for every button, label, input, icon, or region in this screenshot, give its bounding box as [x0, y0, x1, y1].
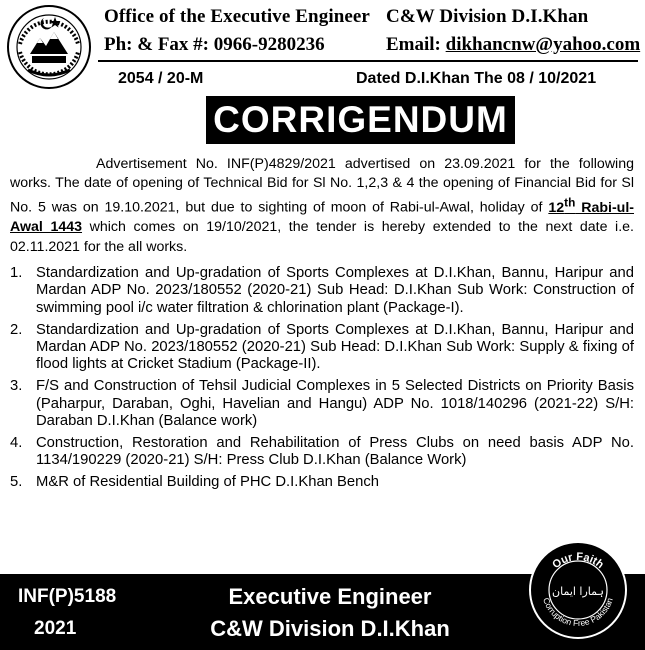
- works-list: [10, 265, 634, 496]
- office-name: Office of the Executive Engineer: [104, 6, 370, 27]
- inf-number: INF(P)5188: [18, 586, 117, 607]
- notice-date: Dated D.I.Khan The 08 / 10/2021: [356, 70, 597, 87]
- item-number: 3.: [10, 378, 23, 395]
- list-item: [10, 435, 634, 470]
- email-line: [386, 34, 640, 56]
- government-emblem-icon: [6, 4, 92, 90]
- item-number: 2.: [10, 321, 23, 338]
- reference-number: 2054 / 20-M: [118, 70, 204, 87]
- list-item: [10, 474, 634, 491]
- notice-body: [10, 155, 634, 257]
- email-label: Email:: [386, 34, 441, 55]
- phone-fax: Ph: & Fax #: 0966-9280236: [104, 34, 325, 55]
- header-divider: [98, 60, 638, 62]
- seal-urdu-text: ہمارا ایمان: [552, 585, 604, 598]
- item-text: Standardization and Up-gradation of Sports Complexes at D.I.Khan, Bannu, Haripur and Mardan ADP No. 2023/180552 (2020-21) Sub Head: D.I.Khan Sub Work: Supply & fixing of flood lights at Cricket Stadium (Package-II).: [36, 321, 634, 373]
- page-title: CORRIGENDUM: [206, 96, 515, 144]
- division-name: C&W Division D.I.Khan: [386, 6, 589, 27]
- item-number: 5.: [10, 474, 23, 491]
- our-faith-seal-icon: [528, 540, 628, 640]
- contact-line: [104, 34, 641, 56]
- item-text: Standardization and Up-gradation of Sports Complexes at D.I.Khan, Bannu, Haripur and Mardan ADP No. 2023/180552 (2020-21) Sub Head: D.I.Khan Sub Work: Construction of swimming pool i/c water filtration & chlorination plant (Package-I).: [36, 265, 634, 316]
- item-number: 4.: [10, 434, 23, 451]
- signatory-division: C&W Division D.I.Khan: [210, 616, 450, 641]
- list-item: [10, 322, 634, 374]
- item-text: F/S and Construction of Tehsil Judicial Complexes in 5 Selected Districts on Priority Basis (Paharpur, Daraban, Oghi, Havelian and Hangu) ADP No. 1018/140296 (2021-22) S/H: Daraban D.I.Khan (Balance work): [36, 378, 634, 430]
- intro-paragraph: [10, 155, 634, 257]
- email-link[interactable]: dikhancnw@yahoo.com: [445, 34, 641, 55]
- seal-bottom-text: Corruption Free Pakistan: [541, 596, 615, 629]
- office-heading: [104, 6, 589, 28]
- inf-year: 2021: [34, 618, 77, 639]
- item-text: Construction, Restoration and Rehabilitation of Press Clubs on need basis ADP No. 1134/190229 (2020-21) S/H: Press Club D.I.Khan (Balance Work): [36, 434, 634, 469]
- holiday-name: Rabi-ul-Awal 1443: [10, 200, 634, 236]
- item-text: M&R of Residential Building of PHC D.I.Khan Bench: [36, 474, 379, 491]
- holiday-suffix: th: [564, 195, 576, 210]
- holiday-day: 12: [548, 200, 565, 217]
- list-item: [10, 378, 634, 430]
- intro-before: Advertisement No. INF(P)4829/2021 advertised on 23.09.2021 for the following works. The date of opening of Technical Bid for Sl No. 1,2,3 & 4 the opening of Financial Bid for Sl No. 5 was on 19.10.2021, but due to sighting of moon of Rabi-ul-Awal, holiday of: [10, 156, 634, 217]
- signatory-title: Executive Engineer: [228, 584, 432, 609]
- intro-after: which comes on 19/10/2021, the tender is hereby extended to the next date i.e. 02.11.2021 for the all works.: [10, 219, 634, 255]
- seal-top-text: Our Faith: [550, 550, 606, 572]
- list-item: [10, 265, 634, 317]
- item-number: 1.: [10, 265, 23, 281]
